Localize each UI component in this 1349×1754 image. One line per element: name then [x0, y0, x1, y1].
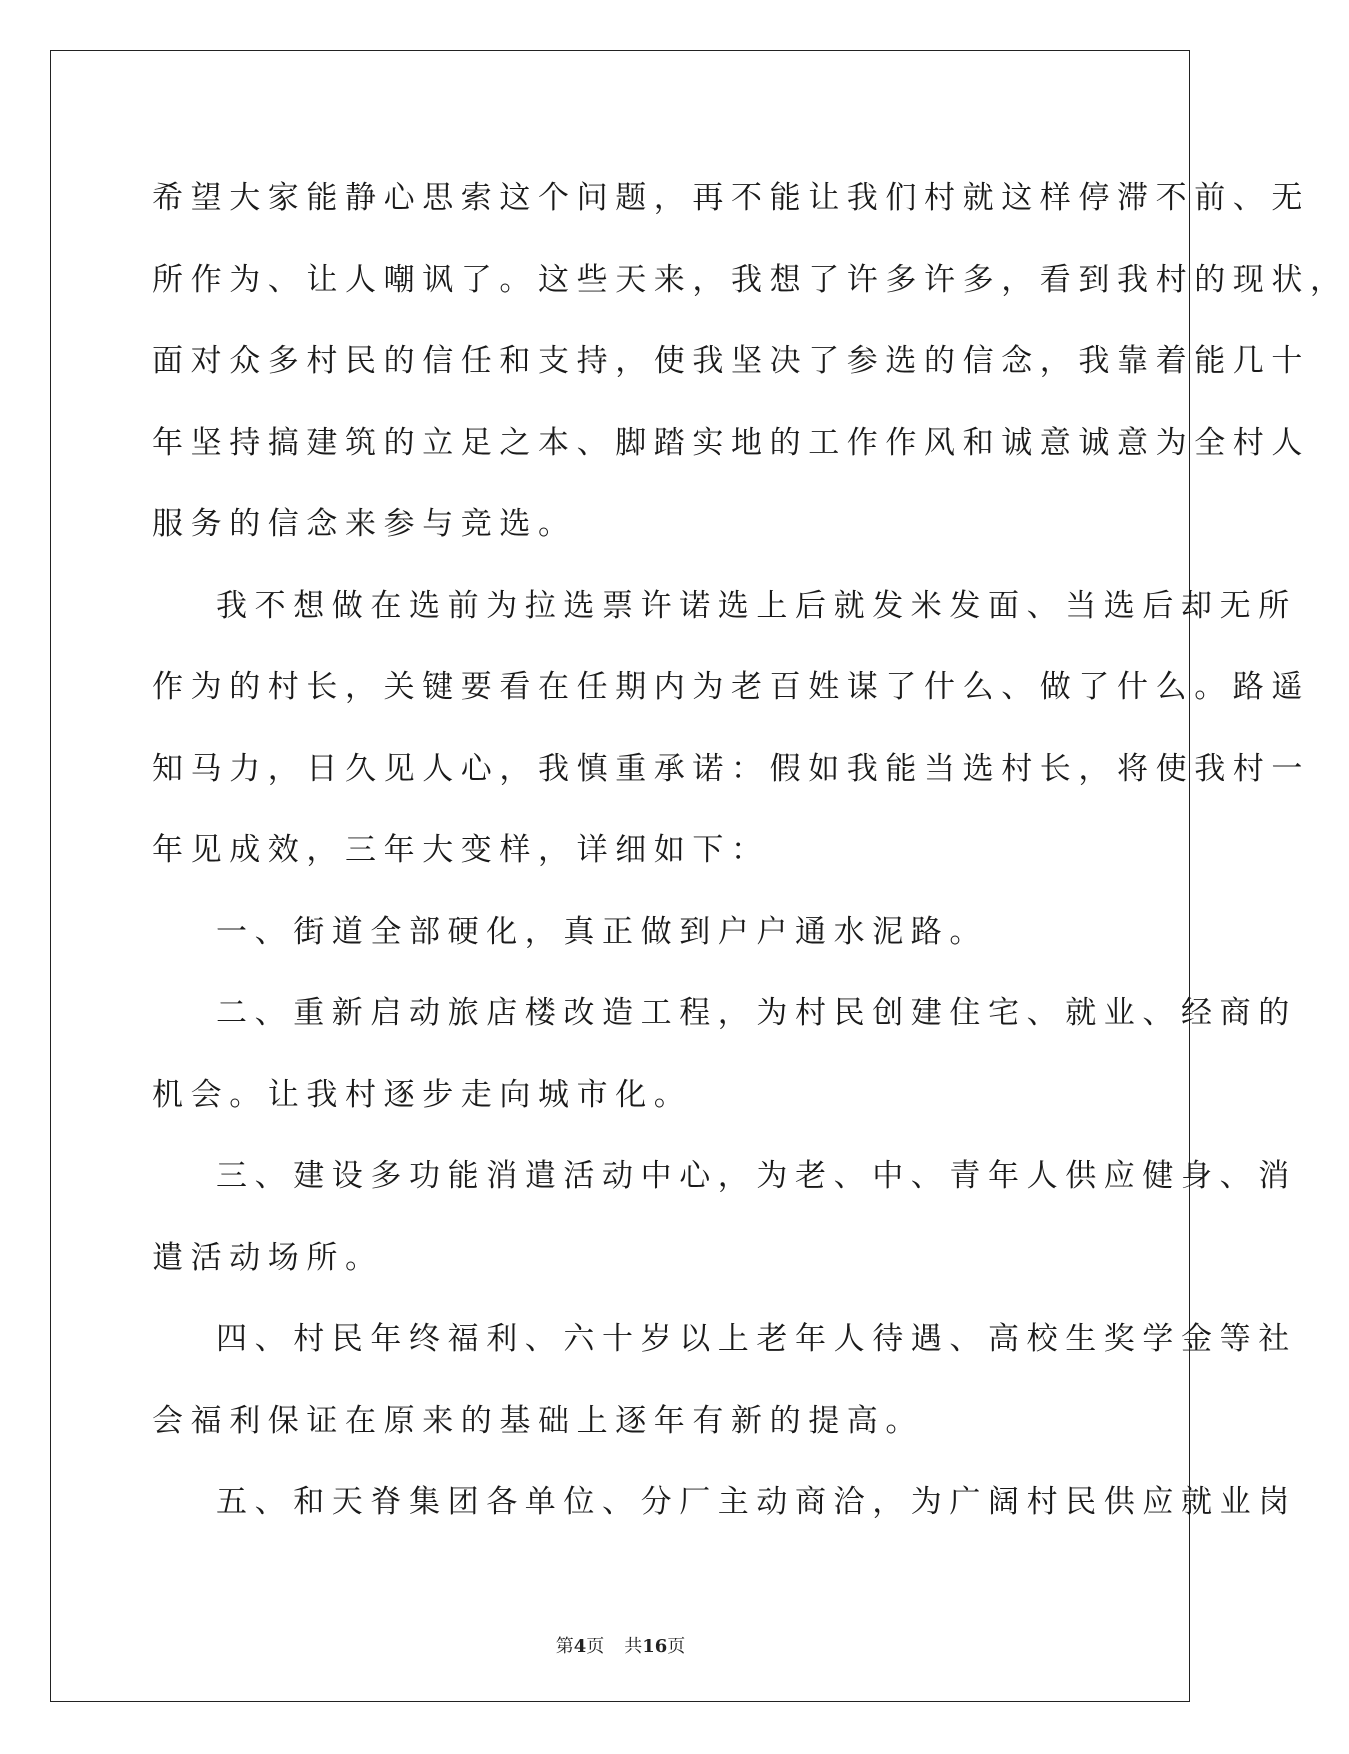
total-page-count: 16 [642, 1636, 668, 1657]
text-line: 会福利保证在原来的基础上逐年有新的提高。 [152, 1402, 924, 1439]
text-line: 我不想做在选前为拉选票许诺选上后就发米发面、当选后却无所 [216, 587, 1297, 624]
page-label-suffix: 页 [586, 1636, 605, 1657]
text-line: 面对众多村民的信任和支持，使我坚决了参选的信念，我靠着能几十 [152, 343, 1310, 379]
text-line: 一、街道全部硬化，真正做到户户通水泥路。 [216, 913, 988, 950]
text-line: 遣活动场所。 [152, 1239, 384, 1276]
text-line: 服务的信念来参与竞选。 [152, 506, 577, 542]
text-line: 四、村民年终福利、六十岁以上老年人待遇、高校生奖学金等社 [216, 1321, 1297, 1357]
text-line: 年见成效，三年大变样，详细如下： [152, 832, 770, 868]
text-line: 希望大家能静心思索这个问题，再不能让我们村就这样停滞不前、无 [152, 180, 1310, 216]
text-line: 五、和天脊集团各单位、分厂主动商洽，为广阔村民供应就业岗 [216, 1484, 1297, 1520]
text-line: 二、重新启动旅店楼改造工程，为村民创建住宅、就业、经商的 [216, 995, 1297, 1031]
page-label-prefix: 第 [555, 1636, 574, 1657]
total-label-suffix: 页 [667, 1636, 686, 1657]
document-body [152, 158, 1349, 1544]
text-line: 年坚持搞建筑的立足之本、脚踏实地的工作作风和诚意诚意为全村人 [152, 424, 1310, 461]
page-footer [0, 1632, 1241, 1658]
text-line: 作为的村长，关键要看在任期内为老百姓谋了什么、做了什么。路遥 [152, 669, 1310, 705]
text-line: 机会。让我村逐步走向城市化。 [152, 1076, 693, 1113]
text-line: 三、建设多功能消遣活动中心，为老、中、青年人供应健身、消 [216, 1158, 1297, 1194]
total-label-prefix: 共 [624, 1636, 643, 1657]
current-page-number: 4 [573, 1636, 587, 1657]
text-line: 所作为、让人嘲讽了。这些天来，我想了许多许多，看到我村的现状， [152, 261, 1349, 298]
text-line: 知马力，日久见人心，我慎重承诺：假如我能当选村长，将使我村一 [152, 750, 1310, 787]
